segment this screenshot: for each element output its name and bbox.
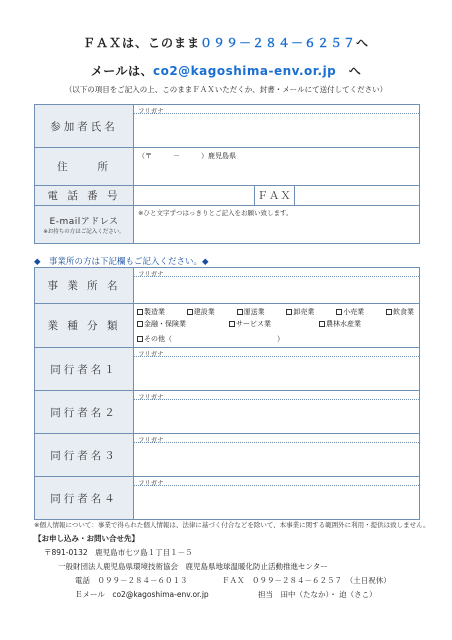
companion-4-label: 同行者名４ <box>35 477 134 520</box>
industry-option-other[interactable]: その他（ ） <box>137 333 284 345</box>
industry-option[interactable]: 製造業 <box>137 306 165 318</box>
phone-field[interactable] <box>134 186 255 206</box>
companion-4-furigana: フリガナ <box>134 477 419 486</box>
checkbox[interactable] <box>286 309 292 315</box>
fax-heading <box>0 34 452 51</box>
companion-3-label: 同行者名３ <box>35 434 134 477</box>
email-label-sub: ※お持ちの方はご記入ください。 <box>43 229 125 235</box>
name-field[interactable] <box>134 105 420 148</box>
office-form <box>34 267 420 520</box>
checkbox[interactable] <box>137 321 143 327</box>
email-heading-suffix: へ <box>336 64 362 78</box>
checkbox[interactable] <box>137 309 143 315</box>
checkbox[interactable] <box>187 309 193 315</box>
checkbox[interactable] <box>229 321 235 327</box>
checkbox[interactable] <box>137 336 143 342</box>
name-furigana: フリガナ <box>134 105 419 114</box>
email-address: co2@kagoshima-env.or.jp <box>152 64 337 78</box>
industry-option[interactable]: 建設業 <box>187 306 215 318</box>
email-heading <box>0 62 452 79</box>
industry-options <box>134 304 420 348</box>
email-field[interactable] <box>134 206 420 244</box>
industry-option[interactable]: 農林水産業 <box>319 318 361 330</box>
industry-option[interactable]: 運送業 <box>237 306 265 318</box>
industry-option[interactable]: 卸売業 <box>286 306 314 318</box>
companion-1-field[interactable] <box>134 348 420 391</box>
email-hint: ※ひと文字ずつはっきりとご記入をお願い致します。 <box>138 209 293 217</box>
companion-3-furigana: フリガナ <box>134 434 419 443</box>
phone-label: 電 話 番 号 <box>35 186 134 206</box>
industry-option[interactable]: サービス業 <box>229 318 317 330</box>
companion-2-furigana: フリガナ <box>134 391 419 400</box>
companion-1-furigana: フリガナ <box>134 348 419 357</box>
instruction-note: （以下の項目をご記入の上、このままＦＡＸいただくか、封書・メールにて送付してください） <box>64 85 388 94</box>
companion-3-field[interactable] <box>134 434 420 477</box>
office-name-label: 事 業 所 名 <box>35 268 134 304</box>
industry-option[interactable]: 小売業 <box>336 306 364 318</box>
office-furigana: フリガナ <box>134 268 419 277</box>
industry-option[interactable]: 金融・保険業 <box>137 318 227 330</box>
contact-person: 担当 田中（たなか）・ 迫（さこ） <box>258 590 377 599</box>
checkbox[interactable] <box>386 309 392 315</box>
address-field[interactable] <box>134 148 420 186</box>
companion-2-label: 同行者名２ <box>35 391 134 434</box>
contact-zip: 〒891-0132 鹿児島市七ツ島１丁目１－５ <box>44 548 193 557</box>
email-heading-prefix: メールは、 <box>90 64 153 78</box>
fax-field[interactable] <box>295 186 420 206</box>
fax-label: ＦＡＸ <box>255 186 295 206</box>
fax-heading-prefix: ＦＡＸは、このまま <box>82 36 200 50</box>
contact-email: Ｅメール co2@kagoshima-env.or.jp <box>75 590 209 599</box>
fax-number: ０９９－２８４－６２５７ <box>199 36 356 50</box>
checkbox[interactable] <box>319 321 325 327</box>
contact-title: 【お申し込み・お問い合せ先】 <box>34 534 139 543</box>
companion-4-field[interactable] <box>134 477 420 520</box>
contact-fax: ＦＡＸ ０９９－２８４－６２５７ （土日祝休） <box>222 576 391 585</box>
checkbox[interactable] <box>336 309 342 315</box>
office-section-title: ◆ 事業所の方は下記欄もご記入ください。◆ <box>34 257 209 267</box>
industry-label: 業 種 分 類 <box>35 304 134 348</box>
contact-org: 一般財団法人鹿児島県環境技術協会 鹿児島県地球温暖化防止活動推進センター <box>58 562 328 571</box>
privacy-note: ※個人情報について：事業で得られた個人情報は、法律に基づく付合などを除いて、本事業に関する範囲外に利用・提供は致しません。 <box>34 521 430 529</box>
email-label-cell <box>35 206 134 244</box>
address-label: 住 所 <box>35 148 134 186</box>
participant-form <box>34 104 420 244</box>
address-prefix: （〒 － ）鹿児島県 <box>138 152 236 160</box>
fax-heading-suffix: へ <box>356 36 370 50</box>
name-label: 参加者氏名 <box>35 105 134 148</box>
office-name-field[interactable] <box>134 268 420 304</box>
checkbox[interactable] <box>237 309 243 315</box>
industry-option[interactable]: 飲食業 <box>386 306 414 318</box>
contact-tel: 電話 ０９９－２８４－６０１３ <box>75 576 188 585</box>
companion-1-label: 同行者名１ <box>35 348 134 391</box>
email-label: E-mailアドレス <box>49 217 119 227</box>
companion-2-field[interactable] <box>134 391 420 434</box>
